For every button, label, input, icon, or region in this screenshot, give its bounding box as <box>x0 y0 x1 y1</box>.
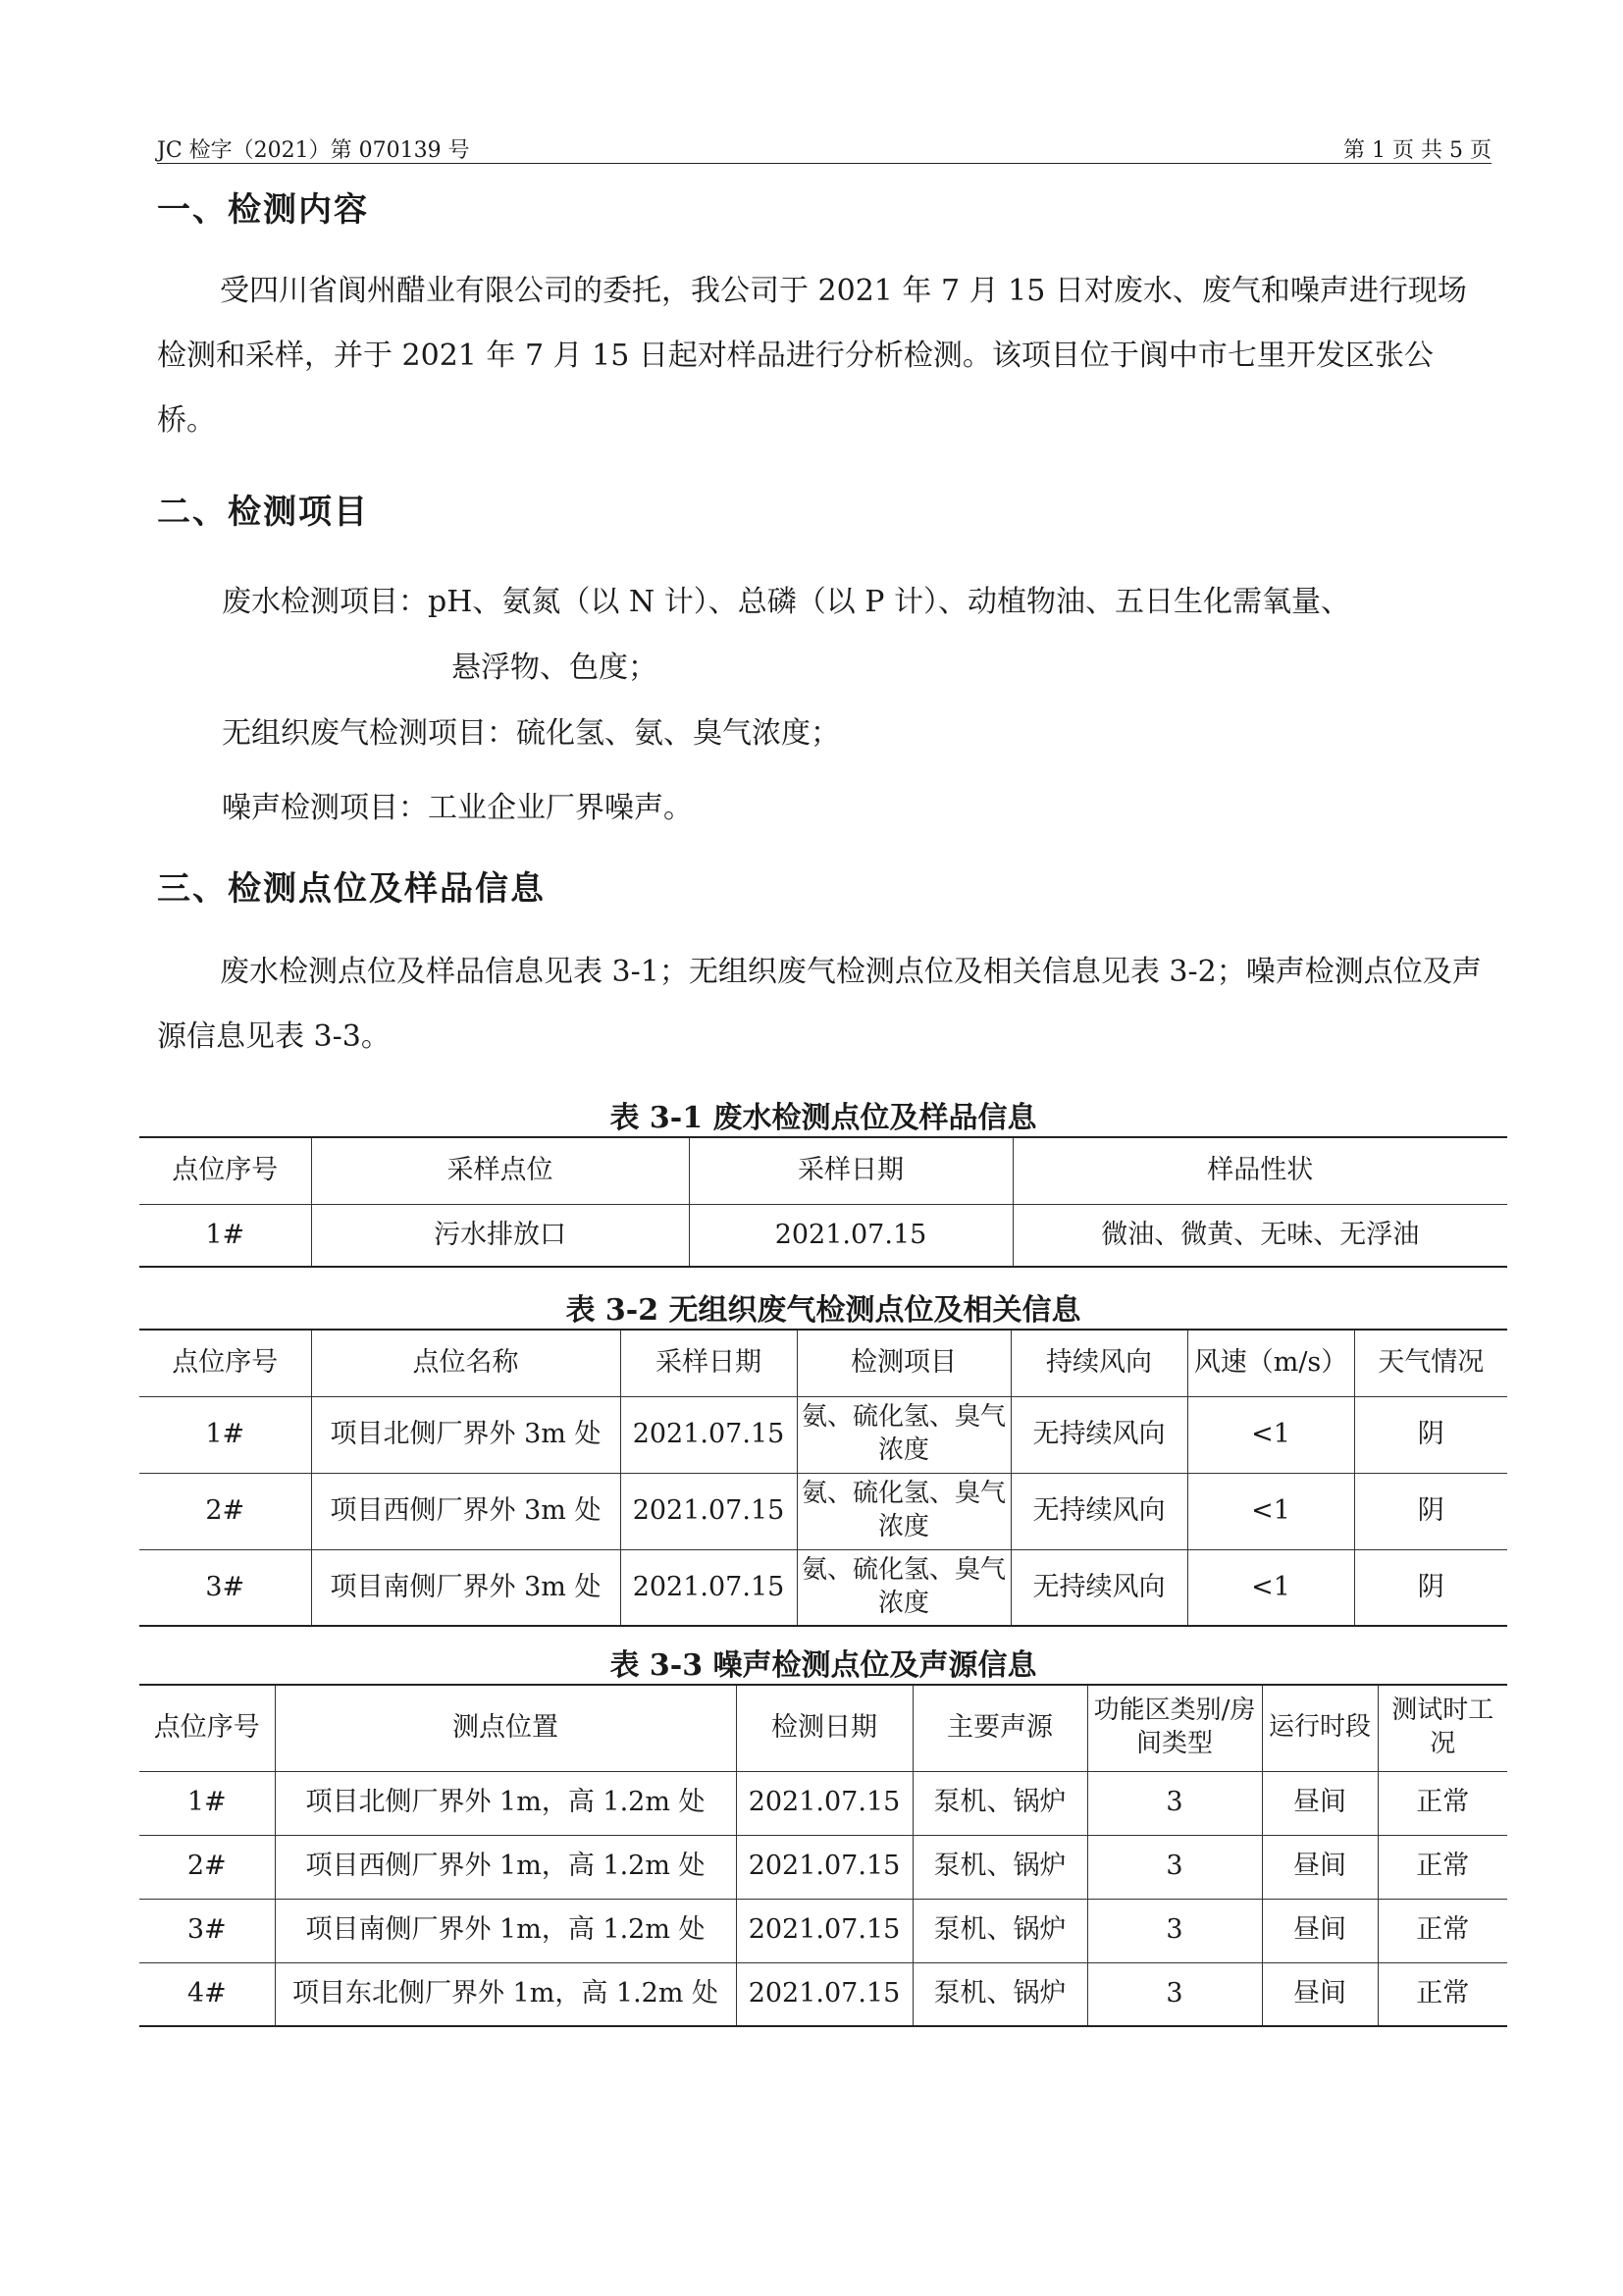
table2-cell: 2021.07.15 <box>620 1473 797 1549</box>
table3-header-row <box>139 1685 1507 1771</box>
table3-cell: 昼间 <box>1262 1771 1378 1835</box>
page-header <box>157 130 1492 164</box>
table2-cell: 无持续风向 <box>1011 1473 1187 1549</box>
table2-cell: 阴 <box>1354 1549 1507 1626</box>
section-1-text: 受四川省阆州醋业有限公司的委托，我公司于 2021 年 7 月 15 日对废水、废气和噪声进行现场检测和采样，并于 2021 年 7 月 15 日起对样品进行分析检测。该项目位于阆中市七里开发区张公桥。 <box>157 274 1467 438</box>
table2-cell: <1 <box>1187 1396 1354 1473</box>
table2-header: 点位序号 <box>139 1330 311 1396</box>
table-row <box>139 1204 1507 1267</box>
table2-cell: 项目北侧厂界外 3m 处 <box>311 1396 620 1473</box>
table3-header: 主要声源 <box>913 1685 1087 1771</box>
table2-header: 持续风向 <box>1011 1330 1187 1396</box>
table3-header: 运行时段 <box>1262 1685 1378 1771</box>
table2-cell: 3# <box>139 1549 311 1626</box>
table-row <box>139 1473 1507 1549</box>
section-title-1: 一、检测内容 <box>157 190 369 230</box>
table3-cell: 项目南侧厂界外 1m，高 1.2m 处 <box>275 1899 736 1962</box>
table-row <box>139 1899 1507 1962</box>
table2-header: 点位名称 <box>311 1330 620 1396</box>
table3-header: 测试时工况 <box>1378 1685 1507 1771</box>
section-title-2: 二、检测项目 <box>157 493 369 532</box>
table3-caption: 表 3-3 噪声检测点位及声源信息 <box>609 1648 1037 1683</box>
table3-cell: 3 <box>1087 1835 1262 1899</box>
table2-cell: 氨、硫化氢、臭气浓度 <box>797 1473 1011 1549</box>
table3-cell: 昼间 <box>1262 1962 1378 2026</box>
table2-cell: <1 <box>1187 1549 1354 1626</box>
table3-cell: 1# <box>139 1771 275 1835</box>
table2-cell: 氨、硫化氢、臭气浓度 <box>797 1549 1011 1626</box>
table3-cell: 正常 <box>1378 1899 1507 1962</box>
table1-caption: 表 3-1 废水检测点位及样品信息 <box>609 1101 1037 1135</box>
section-title-3: 三、检测点位及样品信息 <box>157 869 546 909</box>
table3-cell: 昼间 <box>1262 1899 1378 1962</box>
table3-cell: 项目西侧厂界外 1m，高 1.2m 处 <box>275 1835 736 1899</box>
table2-cell: 2021.07.15 <box>620 1549 797 1626</box>
document-id: JC 检字（2021）第 070139 号 <box>157 138 470 163</box>
table3-cell: 项目东北侧厂界外 1m，高 1.2m 处 <box>275 1962 736 2026</box>
table3-cell: 泵机、锅炉 <box>913 1962 1087 2026</box>
table2-caption: 表 3-2 无组织废气检测点位及相关信息 <box>565 1293 1081 1328</box>
table2-cell: 阴 <box>1354 1473 1507 1549</box>
table3-header: 功能区类别/房间类型 <box>1087 1685 1262 1771</box>
table2-header: 检测项目 <box>797 1330 1011 1396</box>
table1 <box>139 1136 1507 1268</box>
table3-cell: 正常 <box>1378 1835 1507 1899</box>
table3-cell: 正常 <box>1378 1962 1507 2026</box>
table3-cell: 泵机、锅炉 <box>913 1835 1087 1899</box>
table2-header: 天气情况 <box>1354 1330 1507 1396</box>
table3-cell: 正常 <box>1378 1771 1507 1835</box>
noise-items: 噪声检测项目：工业企业厂界噪声。 <box>222 791 693 825</box>
table3-cell: 泵机、锅炉 <box>913 1899 1087 1962</box>
table-row <box>139 1549 1507 1626</box>
table2-cell: 项目西侧厂界外 3m 处 <box>311 1473 620 1549</box>
table3-cell: 2021.07.15 <box>736 1899 913 1962</box>
exhaust-items: 无组织废气检测项目：硫化氢、氨、臭气浓度； <box>222 716 840 751</box>
table3-cell: 昼间 <box>1262 1835 1378 1899</box>
table2-header-row <box>139 1330 1507 1396</box>
table2-header: 采样日期 <box>620 1330 797 1396</box>
table3-cell: 2021.07.15 <box>736 1771 913 1835</box>
table1-cell: 污水排放口 <box>311 1204 689 1267</box>
table3-cell: 4# <box>139 1962 275 2026</box>
table2 <box>139 1329 1507 1627</box>
table2-cell: 无持续风向 <box>1011 1549 1187 1626</box>
table3-cell: 2# <box>139 1835 275 1899</box>
table2-cell: 项目南侧厂界外 3m 处 <box>311 1549 620 1626</box>
table1-cell: 微油、微黄、无味、无浮油 <box>1013 1204 1507 1267</box>
section-3-text: 废水检测点位及样品信息见表 3-1；无组织废气检测点位及相关信息见表 3-2；噪声检测点位及声源信息见表 3-3。 <box>157 955 1482 1054</box>
table3-header: 点位序号 <box>139 1685 275 1771</box>
table3-cell: 3 <box>1087 1771 1262 1835</box>
table3-cell: 泵机、锅炉 <box>913 1771 1087 1835</box>
table1-header-row <box>139 1137 1507 1204</box>
table2-cell: 阴 <box>1354 1396 1507 1473</box>
table2-cell: <1 <box>1187 1473 1354 1549</box>
table1-header: 样品性状 <box>1013 1137 1507 1204</box>
table3-cell: 2021.07.15 <box>736 1835 913 1899</box>
table2-cell: 2# <box>139 1473 311 1549</box>
table3-cell: 2021.07.15 <box>736 1962 913 2026</box>
table1-cell: 1# <box>139 1204 311 1267</box>
wastewater-items-cont: 悬浮物、色度； <box>451 651 657 685</box>
table-row <box>139 1396 1507 1473</box>
table1-header: 采样日期 <box>689 1137 1013 1204</box>
table3-cell: 3 <box>1087 1899 1262 1962</box>
table3-header: 检测日期 <box>736 1685 913 1771</box>
table-row <box>139 1771 1507 1835</box>
table2-cell: 2021.07.15 <box>620 1396 797 1473</box>
wastewater-items: 废水检测项目：pH、氨氮（以 N 计）、总磷（以 P 计）、动植物油、五日生化需氧量、 <box>222 585 1350 619</box>
table2-cell: 1# <box>139 1396 311 1473</box>
table3-cell: 3 <box>1087 1962 1262 2026</box>
table2-cell: 氨、硫化氢、臭气浓度 <box>797 1396 1011 1473</box>
table1-header: 点位序号 <box>139 1137 311 1204</box>
table2-header: 风速（m/s） <box>1187 1330 1354 1396</box>
table1-cell: 2021.07.15 <box>689 1204 1013 1267</box>
table3 <box>139 1684 1507 2027</box>
table3-cell: 3# <box>139 1899 275 1962</box>
page-number: 第 1 页 共 5 页 <box>1343 138 1492 163</box>
table2-cell: 无持续风向 <box>1011 1396 1187 1473</box>
table3-header: 测点位置 <box>275 1685 736 1771</box>
table1-header: 采样点位 <box>311 1137 689 1204</box>
table3-cell: 项目北侧厂界外 1m，高 1.2m 处 <box>275 1771 736 1835</box>
table-row <box>139 1962 1507 2026</box>
table-row <box>139 1835 1507 1899</box>
